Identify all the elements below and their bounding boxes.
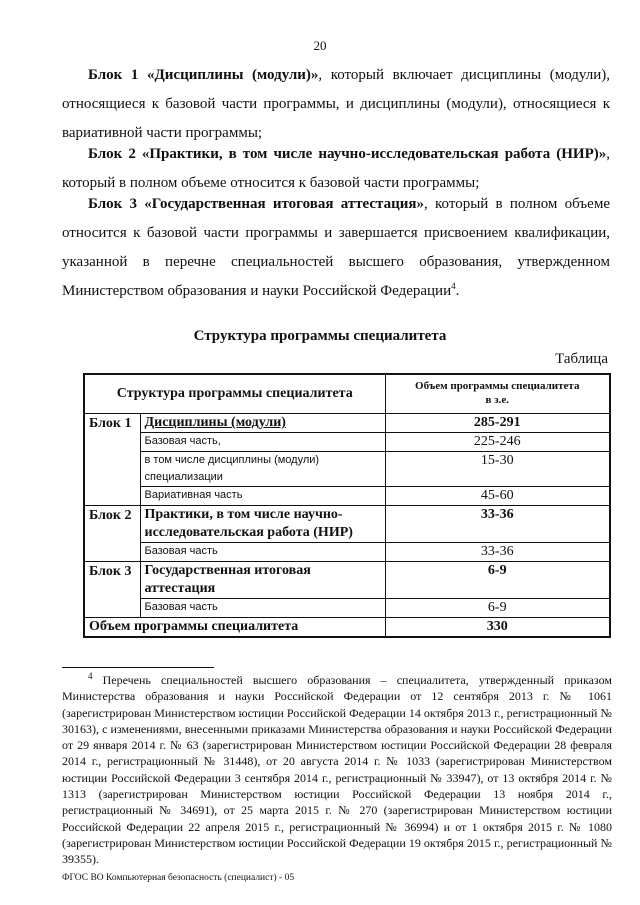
table-row bbox=[84, 599, 610, 618]
block-3-title: Блок 3 «Государственная итоговая аттестация» bbox=[88, 196, 425, 212]
total-value: 330 bbox=[385, 618, 610, 638]
block-1-var-value: 45-60 bbox=[385, 487, 610, 506]
block-3-end: . bbox=[455, 283, 460, 299]
block-2-title: Блок 2 «Практики, в том числе научно-исследовательская работа (НИР)» bbox=[88, 146, 607, 162]
block-3-base-value: 6-9 bbox=[385, 599, 610, 618]
block-1-name: Дисциплины (модули) bbox=[140, 414, 385, 433]
block-1-spec-value: 15-30 bbox=[385, 452, 610, 487]
block-1-value: 285-291 bbox=[385, 414, 610, 433]
header-volume bbox=[385, 374, 610, 414]
table-row bbox=[84, 487, 610, 506]
block-3-text: , который в полном объеме относится к базовой части программы и завершается присвоением квалификации, указанной в перечне специальностей высшего образования, утвержденном Министерством образования и науки Российской Федерации bbox=[62, 196, 610, 299]
block-2-label: Блок 2 bbox=[84, 506, 140, 562]
page-footer: ФГОС ВО Компьютерная безопасность (специалист) - 05 bbox=[62, 873, 295, 883]
block-3-name: Государственная итоговая аттестация bbox=[140, 562, 385, 599]
block-2-base-value: 33-36 bbox=[385, 543, 610, 562]
table-row bbox=[84, 414, 610, 433]
table-header-row bbox=[84, 374, 610, 414]
block-2-text: , который в полном объеме относится к базовой части программы; bbox=[62, 146, 610, 191]
block-3-value: 6-9 bbox=[385, 562, 610, 599]
table-row bbox=[84, 562, 610, 599]
paragraph-block-3 bbox=[62, 190, 610, 306]
header-volume-label: Объем программы специалитета bbox=[415, 380, 580, 392]
block-1-spec-label: в том числе дисциплины (модули) специализации bbox=[140, 452, 385, 487]
footnote-text: Перечень специальностей высшего образования – специалитета, утвержденный приказом Министерства образования и науки Российской Федерации от 12 сентября 2013 г. № 1061 (зарегистрирован Министерством юстиции Российской Федерации 14 октября 2013 г., регистрационный № 30163), с изменениями, внесенными приказами Министерства образования и науки Российской Федерации от 29 января 2014 г. № 63 (зарегистрирован Министерством юстиции Российской Федерации 28 февраля 2014 г., регистрационный № 31448), от 20 августа 2014 г. № 1033 (зарегистрирован Министерством юстиции Российской Федерации 3 сентября 2014 г., регистрационный № 33947), от 13 октября 2014 г. № 1313 (зарегистрирован Министерством юстиции Российской Федерации 13 ноября 2014 г., регистрационный № 34691), от 25 марта 2015 г. № 270 (зарегистрирован Министерством юстиции Российской Федерации 22 апреля 2015 г., регистрационный № 36994) и от 1 октября 2015 г. № 1080 (зарегистрирован Министерством юстиции Российской Федерации 19 октября 2015 г., регистрационный № 39355). bbox=[62, 673, 612, 867]
total-label: Объем программы специалитета bbox=[84, 618, 385, 638]
block-1-var-label: Вариативная часть bbox=[140, 487, 385, 506]
paragraph-block-1 bbox=[62, 61, 610, 148]
table-row bbox=[84, 543, 610, 562]
block-3-base-label: Базовая часть bbox=[140, 599, 385, 618]
block-2-value: 33-36 bbox=[385, 506, 610, 543]
footnote bbox=[62, 672, 612, 868]
block-1-title: Блок 1 «Дисциплины (модули)» bbox=[88, 67, 319, 83]
block-1-label: Блок 1 bbox=[84, 414, 140, 506]
table-title: Структура программы специалитета bbox=[193, 328, 447, 344]
block-2-base-label: Базовая часть bbox=[140, 543, 385, 562]
block-3-label: Блок 3 bbox=[84, 562, 140, 618]
block-1-text: , который включает дисциплины (модули), относящиеся к базовой части программы, и дисциплины (модули), относящиеся к вариативной части программы; bbox=[62, 67, 610, 141]
header-volume-unit: в з.е. bbox=[485, 394, 509, 406]
program-structure-table bbox=[83, 373, 611, 638]
block-2-name: Практики, в том числе научно-исследовательская работа (НИР) bbox=[140, 506, 385, 543]
footnote-marker: 4 bbox=[88, 671, 93, 681]
header-structure: Структура программы специалитета bbox=[84, 374, 385, 414]
block-1-base-value: 225-246 bbox=[385, 433, 610, 452]
footnote-divider bbox=[62, 667, 214, 668]
table-row bbox=[84, 433, 610, 452]
block-1-base-label: Базовая часть, bbox=[140, 433, 385, 452]
table-total-row bbox=[84, 618, 610, 638]
footnote-reference: 4 bbox=[451, 281, 456, 291]
page-number: 20 bbox=[313, 38, 327, 53]
table-label: Таблица bbox=[555, 351, 608, 367]
table-row bbox=[84, 452, 610, 487]
table-row bbox=[84, 506, 610, 543]
